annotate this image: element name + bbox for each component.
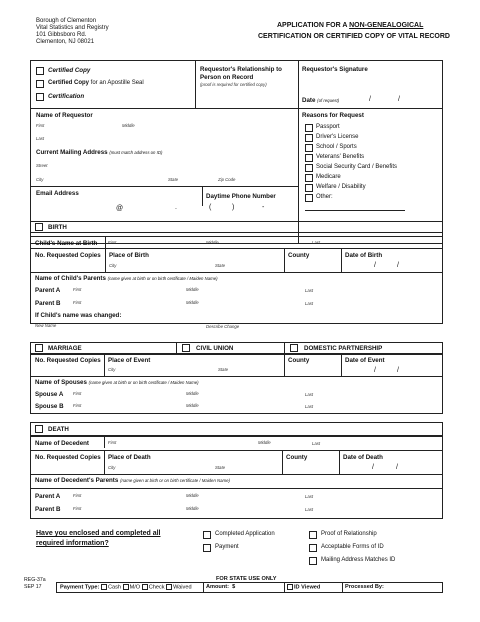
reason-ssc-checkbox[interactable] (305, 164, 313, 172)
birth-place-label: Place of Birth (109, 252, 149, 259)
form-date-code: SEP 17 (24, 584, 42, 590)
relationship-note: (proof is required for certified copy) (200, 82, 267, 87)
reason-school-label: School / Sports (316, 144, 357, 150)
birth-header-bar (30, 221, 443, 233)
requestor-name-label: Name of Requestor (36, 112, 93, 119)
reason-ssc-label: Social Security Card / Benefits (316, 164, 398, 170)
office-city: Clementon, NJ 08021 (36, 38, 95, 45)
relationship-label-2: Person on Record (200, 74, 254, 81)
state-label: State (168, 177, 179, 182)
event-city: City (108, 367, 116, 372)
event-date-sep-2: / (397, 367, 399, 374)
state-use-label: FOR STATE USE ONLY (216, 576, 277, 582)
certified-copy-label: Certified Copy (48, 67, 91, 74)
child-middle: Middle (206, 240, 219, 245)
acceptable-id-checkbox[interactable] (309, 544, 317, 552)
certification-checkbox[interactable] (36, 93, 44, 101)
child-last: Last (312, 240, 321, 245)
certified-copy-checkbox[interactable] (36, 67, 44, 75)
requestor-first: First (36, 123, 45, 128)
requestor-middle: Middle (122, 123, 135, 128)
spouse-b-first: First (73, 403, 82, 408)
spouse-a-last: Last (305, 392, 314, 397)
acceptable-id-label: Acceptable Forms of ID (321, 544, 384, 550)
reason-passport-label: Passport (316, 124, 340, 130)
death-date-sep-1: / (372, 464, 374, 471)
apostille-checkbox[interactable] (36, 80, 44, 88)
mailing-matches-checkbox[interactable] (309, 557, 317, 565)
domestic-partnership-label: DOMESTIC PARTNERSHIP (304, 345, 383, 352)
spouses-label: Name of Spouses (name given at birth or on birth certificate / Maiden Name) (35, 379, 199, 386)
reason-passport-checkbox[interactable] (305, 124, 313, 132)
marriage-copies-label: No. Requested Copies (35, 357, 101, 364)
checklist-question-2: required information? (36, 540, 109, 547)
other-reason-line[interactable] (305, 210, 405, 211)
date-label: Date (of request) (302, 97, 340, 104)
email-label: Email Address (36, 190, 79, 197)
birth-city: City (109, 263, 117, 268)
death-parent-a-first: First (73, 493, 82, 498)
child-first: First (108, 240, 117, 245)
birth-parent-b-middle: Middle (186, 300, 199, 305)
cash-checkbox[interactable] (101, 584, 107, 590)
birth-state: State (215, 263, 226, 268)
relationship-label: Requestor's Relationship to (200, 66, 282, 73)
payment-type-row: Payment Type: Cash M/O Check Waived (60, 584, 192, 591)
reason-medicare-label: Medicare (316, 174, 341, 180)
checklist-question: Have you enclosed and completed all (36, 530, 161, 537)
id-viewed-row: ID Viewed (287, 584, 320, 591)
form-code: REG-37a (24, 577, 46, 583)
form-subtitle: CERTIFICATION OR CERTIFIED COPY OF VITAL RECORD (258, 33, 450, 40)
birth-copies-label: No. Requested Copies (35, 252, 101, 259)
death-parent-a-middle: Middle (186, 493, 199, 498)
phone-close: ) (232, 204, 235, 211)
death-copies-label: No. Requested Copies (35, 454, 101, 461)
decedent-parents-label: Name of Decedent's Parents (name given at birth or on birth certificate / Maiden Name) (35, 477, 230, 484)
amount-label: Amount: $ (206, 584, 236, 590)
office-street: 101 Gibbsboro Rd. (36, 31, 87, 38)
certification-label: Certification (48, 93, 85, 100)
spouse-b-last: Last (305, 404, 314, 409)
birth-header: BIRTH (48, 224, 67, 231)
decedent-label: Name of Decedent (35, 440, 89, 447)
death-state: State (215, 465, 226, 470)
death-date-label: Date of Death (343, 454, 383, 461)
phone-label: Daytime Phone Number (206, 193, 276, 200)
spouse-b-middle: Middle (186, 403, 199, 408)
office-name: Borough of Clementon (36, 18, 97, 24)
death-city: City (108, 465, 116, 470)
spouse-b-label: Spouse B (35, 403, 64, 410)
death-header-bar (30, 422, 443, 436)
child-parents-label: Name of Child's Parents (name given at birth or on birth certificate / Maiden Name) (35, 275, 218, 282)
event-county-label: County (288, 357, 310, 364)
death-parent-b-label: Parent B (35, 506, 61, 513)
death-parent-b-last: Last (305, 507, 314, 512)
birth-parent-b-last: Last (305, 301, 314, 306)
check-checkbox[interactable] (142, 584, 148, 590)
birth-date-sep-1: / (374, 262, 376, 269)
email-at: @ (116, 205, 124, 212)
payment-checkbox[interactable] (203, 544, 211, 552)
death-parent-a-last: Last (305, 494, 314, 499)
spouse-a-middle: Middle (186, 391, 199, 396)
spouse-a-label: Spouse A (35, 391, 64, 398)
marriage-header: MARRIAGE (48, 345, 82, 352)
death-parent-a-label: Parent A (35, 493, 61, 500)
marriage-checkbox[interactable] (35, 344, 43, 352)
event-date-sep-1: / (374, 367, 376, 374)
form-title: APPLICATION FOR A NON-GENEALOGICAL (277, 22, 424, 29)
reason-other-label: Other: (316, 194, 333, 200)
birth-parent-a-last: Last (305, 288, 314, 293)
mailing-matches-label: Mailing Address Matches ID (321, 557, 396, 563)
office-address (36, 18, 109, 46)
completed-application-label: Completed Application (215, 531, 275, 537)
reason-veterans-checkbox[interactable] (305, 154, 313, 162)
phone-open: ( (209, 204, 212, 211)
birth-parent-a-first: First (73, 287, 82, 292)
death-place-label: Place of Death (108, 454, 151, 461)
zip-label: Zip Code (218, 177, 236, 182)
completed-application-checkbox[interactable] (203, 531, 211, 539)
office-dept: Vital Statistics and Registry (36, 24, 109, 31)
decedent-first: First (108, 440, 117, 445)
reason-welfare-checkbox[interactable] (305, 184, 313, 192)
event-state: State (218, 367, 229, 372)
reasons-title: Reasons for Request (302, 112, 364, 119)
reason-license-checkbox[interactable] (305, 134, 313, 142)
birth-county-label: County (288, 252, 310, 259)
domestic-partnership-checkbox[interactable] (290, 344, 298, 352)
decedent-last: Last (312, 441, 321, 446)
processed-by-label: Processed By: (345, 584, 384, 590)
death-parent-b-first: First (73, 506, 82, 511)
waived-checkbox[interactable] (166, 584, 172, 590)
signature-label: Requestor's Signature (302, 66, 368, 73)
birth-checkbox[interactable] (35, 223, 43, 231)
decedent-middle: Middle (258, 440, 271, 445)
event-date-label: Date of Event (345, 357, 385, 364)
birth-parent-a-middle: Middle (186, 287, 199, 292)
reason-veterans-label: Veterans' Benefits (316, 154, 365, 160)
id-viewed-checkbox[interactable] (287, 584, 293, 590)
reason-license-label: Driver's License (316, 134, 359, 140)
death-header: DEATH (48, 426, 69, 433)
event-place-label: Place of Event (108, 357, 151, 364)
requestor-last: Last (36, 136, 45, 141)
reason-welfare-label: Welfare / Disability (316, 184, 366, 190)
street-label: Street (36, 163, 48, 168)
phone-dash: - (262, 204, 265, 211)
spouse-a-first: First (73, 391, 82, 396)
proof-relationship-checkbox[interactable] (309, 531, 317, 539)
date-sep-1: / (369, 96, 371, 103)
reason-medicare-checkbox[interactable] (305, 174, 313, 182)
civil-union-label: CIVIL UNION (196, 345, 234, 352)
death-date-sep-2: / (396, 464, 398, 471)
city-label: City (36, 177, 44, 182)
birth-parent-b-label: Parent B (35, 300, 61, 307)
describe-change-label: Describe Change (206, 324, 240, 329)
child-name-label: Child's Name at Birth (35, 240, 98, 247)
new-name-label: New Name (35, 323, 57, 328)
death-county-label: County (286, 454, 308, 461)
birth-date-sep-2: / (397, 262, 399, 269)
death-checkbox[interactable] (35, 425, 43, 433)
death-parent-b-middle: Middle (186, 506, 199, 511)
civil-union-checkbox[interactable] (182, 344, 190, 352)
birth-date-label: Date of Birth (345, 252, 383, 259)
mailing-address-label: Current Mailing Address (must match address on ID) (36, 149, 163, 156)
date-sep-2: / (398, 96, 400, 103)
payment-label: Payment (215, 544, 239, 550)
birth-parent-a-label: Parent A (35, 287, 61, 294)
mo-checkbox[interactable] (123, 584, 129, 590)
name-changed-label: If Child's name was changed: (35, 312, 122, 319)
email-dot: . (175, 204, 177, 211)
reason-school-checkbox[interactable] (305, 144, 313, 152)
reason-other-checkbox[interactable] (305, 194, 313, 202)
proof-relationship-label: Proof of Relationship (321, 531, 377, 537)
birth-parent-b-first: First (73, 300, 82, 305)
apostille-label: Certified Copy for an Apostille Seal (48, 80, 144, 86)
